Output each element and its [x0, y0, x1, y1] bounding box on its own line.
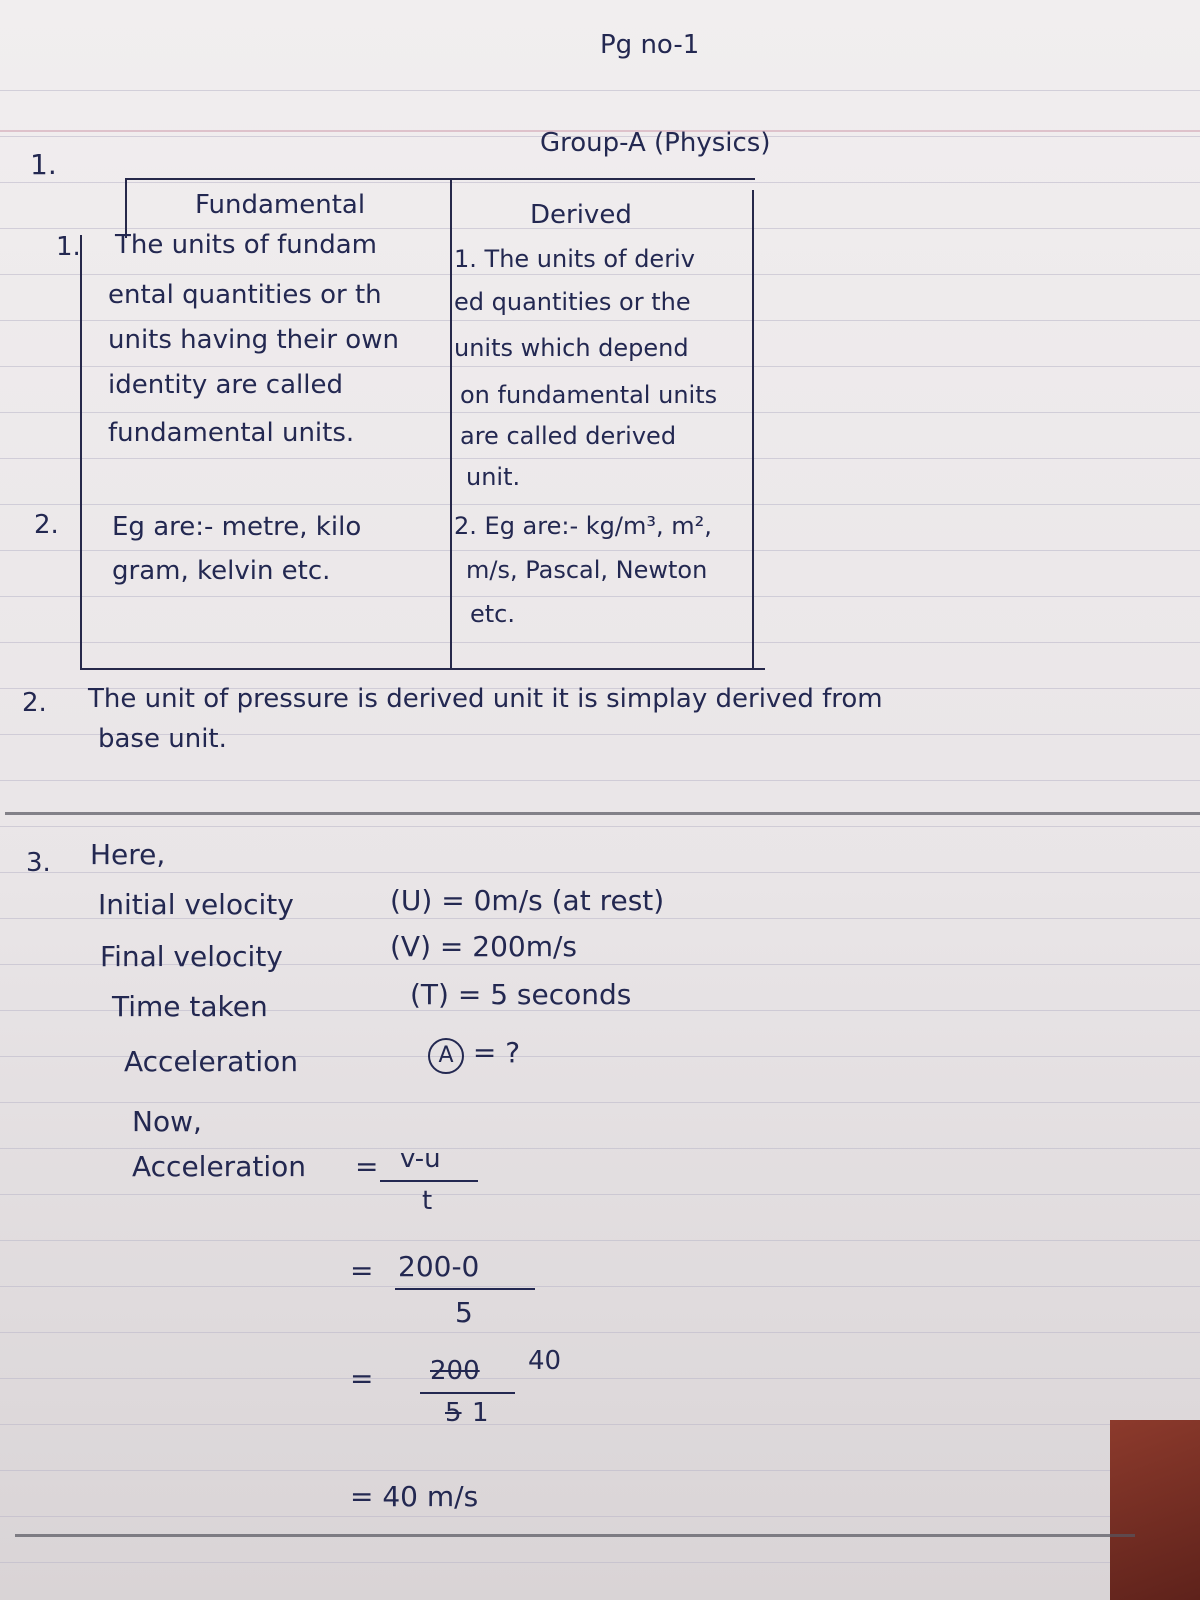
derived-line-3: units which depend: [454, 334, 689, 362]
given-acceleration-label: Acceleration: [124, 1045, 298, 1078]
step-3-numerator-note: 40: [528, 1346, 562, 1376]
fundamental-line-2: ental quantities or th: [108, 280, 382, 310]
acceleration-unknown: = ?: [472, 1036, 521, 1069]
derived-line-5: are called derived: [460, 422, 677, 450]
now-label: Now,: [132, 1105, 202, 1138]
final-result: = 40 m/s: [350, 1480, 479, 1513]
ruled-line: [0, 1516, 1200, 1517]
ruled-line: [0, 366, 1200, 367]
question-3-intro: Here,: [90, 838, 166, 871]
derived-line-6: unit.: [466, 463, 521, 491]
derived-line-2: ed quantities or the: [454, 288, 691, 316]
step-2-denominator: 5: [455, 1296, 473, 1329]
step-1-numerator: v-u: [400, 1144, 441, 1174]
question-1-number: 1.: [30, 148, 57, 181]
given-final-velocity-value: (V) = 200m/s: [390, 930, 578, 963]
group-title: Group-A (Physics): [540, 128, 771, 158]
step-2-fraction-bar: [395, 1288, 535, 1290]
ruled-line: [0, 412, 1200, 413]
ruled-line: [0, 826, 1200, 827]
question-3-number: 3.: [26, 848, 51, 878]
ruled-line: [0, 1286, 1200, 1287]
derived-example-line-1: 2. Eg are:- kg/m³, m²,: [454, 512, 712, 540]
ruled-line: [0, 642, 1200, 643]
step-1-denominator: t: [422, 1186, 433, 1216]
given-time-label: Time taken: [112, 990, 268, 1023]
ruled-line: [0, 182, 1200, 183]
table-left-border: [80, 235, 82, 670]
acceleration-symbol: A: [428, 1038, 464, 1074]
ruled-line: [0, 504, 1200, 505]
derived-example-line-3: etc.: [470, 600, 515, 628]
given-final-velocity-label: Final velocity: [100, 940, 283, 973]
given-time-value: (T) = 5 seconds: [410, 978, 632, 1011]
table-left-border-top: [125, 178, 127, 238]
fundamental-example-line-1: Eg are:- metre, kilo: [112, 512, 362, 542]
ruled-line: [0, 1332, 1200, 1333]
section-separator-2: [15, 1534, 1135, 1537]
table-bottom-border: [80, 668, 765, 670]
table-top-border: [125, 178, 755, 180]
ruled-line: [0, 90, 1200, 91]
question-2-line-1: The unit of pressure is derived unit it is simplay derived from: [88, 684, 883, 714]
question-2-line-2: base unit.: [98, 724, 227, 754]
table-column-divider: [450, 178, 452, 670]
ruled-line: [0, 1562, 1200, 1563]
formula-label: Acceleration: [132, 1150, 306, 1183]
ruled-line: [0, 1148, 1200, 1149]
table-right-border: [752, 190, 754, 670]
ruled-line: [0, 596, 1200, 597]
step-1-fraction-bar: [380, 1180, 478, 1182]
ruled-line: [0, 1240, 1200, 1241]
fundamental-line-4: identity are called: [108, 370, 343, 400]
derived-line-4: on fundamental units: [460, 381, 718, 409]
step-3-equals: =: [350, 1362, 374, 1395]
ruled-line: [0, 320, 1200, 321]
derived-example-line-2: m/s, Pascal, Newton: [466, 556, 708, 584]
ruled-line: [0, 458, 1200, 459]
cloth-background-corner: [1110, 1420, 1200, 1600]
ruled-line: [0, 872, 1200, 873]
row-1-number: 1.: [56, 232, 81, 262]
question-2-number: 2.: [22, 688, 47, 718]
fundamental-line-1: The units of fundam: [115, 230, 378, 260]
ruled-line: [0, 1194, 1200, 1195]
ruled-line: [0, 1102, 1200, 1103]
ruled-line: [0, 1470, 1200, 1471]
step-3-denominator: 5: [445, 1398, 462, 1428]
ruled-line: [0, 274, 1200, 275]
step-3-numerator: 200: [430, 1356, 480, 1386]
given-acceleration-value: [428, 1036, 520, 1074]
page-number: Pg no-1: [600, 30, 700, 60]
formula-equals: =: [355, 1150, 379, 1183]
step-2-equals: =: [350, 1254, 374, 1287]
step-3-fraction-bar: [420, 1392, 515, 1394]
step-2-numerator: 200-0: [398, 1250, 480, 1283]
step-3-denominator-note: 1: [472, 1398, 489, 1428]
fundamental-line-5: fundamental units.: [108, 418, 355, 448]
fundamental-example-line-2: gram, kelvin etc.: [112, 556, 331, 586]
ruled-line: [0, 550, 1200, 551]
section-separator-1: [5, 812, 1200, 815]
header-derived: Derived: [530, 200, 632, 230]
derived-line-1: 1. The units of deriv: [454, 245, 695, 273]
given-initial-velocity-value: (U) = 0m/s (at rest): [390, 884, 665, 917]
ruled-line: [0, 780, 1200, 781]
header-fundamental: Fundamental: [195, 190, 366, 220]
ruled-line: [0, 1424, 1200, 1425]
given-initial-velocity-label: Initial velocity: [98, 888, 294, 921]
fundamental-line-3: units having their own: [108, 325, 399, 355]
ruled-line: [0, 1378, 1200, 1379]
row-2-number: 2.: [34, 510, 59, 540]
